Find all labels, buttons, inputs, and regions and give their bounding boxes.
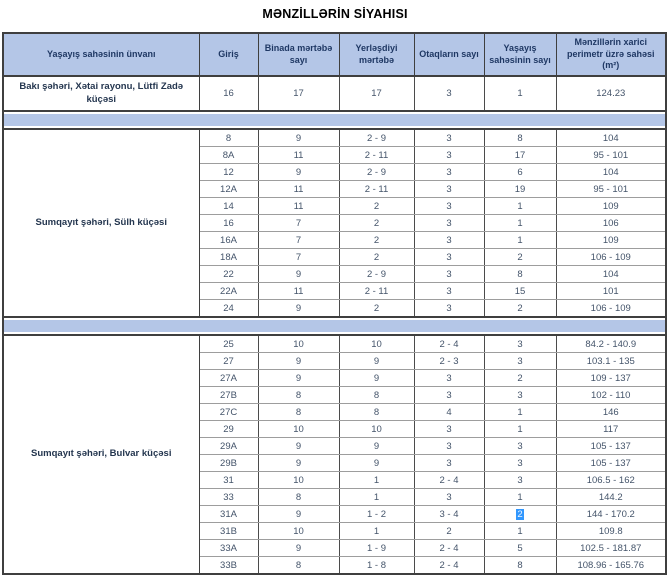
cell[interactable]: 117: [556, 421, 666, 438]
cell[interactable]: 14: [199, 198, 258, 215]
cell[interactable]: 101: [556, 283, 666, 300]
cell[interactable]: 15: [484, 283, 556, 300]
cell[interactable]: 9: [258, 506, 339, 523]
cell-selected[interactable]: [484, 506, 556, 523]
cell[interactable]: 3: [484, 353, 556, 370]
cell[interactable]: 9: [339, 438, 414, 455]
cell[interactable]: 1: [339, 472, 414, 489]
cell[interactable]: 104: [556, 129, 666, 147]
cell[interactable]: 3: [414, 489, 484, 506]
cell[interactable]: 3: [414, 283, 484, 300]
cell[interactable]: 12: [199, 164, 258, 181]
cell[interactable]: 8: [484, 129, 556, 147]
column-header-dwelling-count[interactable]: Yaşayış sahəsinin sayı: [484, 33, 556, 76]
cell[interactable]: 27A: [199, 370, 258, 387]
cell[interactable]: 109.8: [556, 523, 666, 540]
page-title: MƏNZİLLƏRİN SİYAHISI: [262, 7, 408, 21]
cell[interactable]: 102 - 110: [556, 387, 666, 404]
cell[interactable]: 11: [258, 181, 339, 198]
cell[interactable]: 2 - 4: [414, 335, 484, 353]
cell[interactable]: 19: [484, 181, 556, 198]
cell[interactable]: 10: [258, 472, 339, 489]
cell[interactable]: 7: [258, 232, 339, 249]
cell[interactable]: 3: [414, 232, 484, 249]
cell[interactable]: 144 - 170.2: [556, 506, 666, 523]
separator-band: [4, 114, 665, 126]
cell[interactable]: 24: [199, 300, 258, 318]
cell[interactable]: 1: [484, 489, 556, 506]
cell[interactable]: 7: [258, 249, 339, 266]
cell[interactable]: 103.1 - 135: [556, 353, 666, 370]
section-separator: [3, 111, 666, 129]
cell[interactable]: 3: [414, 387, 484, 404]
cell[interactable]: 8A: [199, 147, 258, 164]
cell[interactable]: 2: [484, 249, 556, 266]
column-header-located-floor[interactable]: Yerləşdiyi mərtəbə: [339, 33, 414, 76]
cell[interactable]: 1: [484, 421, 556, 438]
cell[interactable]: 9: [258, 370, 339, 387]
separator-band: [4, 320, 665, 332]
cell[interactable]: 3: [484, 455, 556, 472]
cell[interactable]: 33: [199, 489, 258, 506]
cell[interactable]: 3: [414, 455, 484, 472]
cell[interactable]: 17: [484, 147, 556, 164]
cell[interactable]: 3: [414, 215, 484, 232]
cell[interactable]: 144.2: [556, 489, 666, 506]
address-cell[interactable]: Bakı şəhəri, Xətai rayonu, Lütfi Zadə küçəsi: [3, 76, 199, 111]
cell[interactable]: 2: [339, 300, 414, 318]
cell[interactable]: 2: [414, 523, 484, 540]
cell[interactable]: 3: [414, 370, 484, 387]
column-header-building-floors[interactable]: Binada mərtəbə sayı: [258, 33, 339, 76]
cell[interactable]: 29A: [199, 438, 258, 455]
cell[interactable]: 11: [258, 147, 339, 164]
cell[interactable]: 9: [258, 129, 339, 147]
cell[interactable]: 2 - 4: [414, 472, 484, 489]
cell[interactable]: 9: [339, 455, 414, 472]
column-header-address[interactable]: Yaşayış sahəsinin ünvanı: [3, 33, 199, 76]
cell[interactable]: 9: [258, 300, 339, 318]
cell[interactable]: 16: [199, 215, 258, 232]
cell[interactable]: 11: [258, 283, 339, 300]
cell[interactable]: 9: [258, 353, 339, 370]
selected-text[interactable]: 2: [517, 508, 523, 520]
cell[interactable]: 31B: [199, 523, 258, 540]
section-separator: [3, 317, 666, 335]
cell[interactable]: 8: [258, 489, 339, 506]
cell[interactable]: 22A: [199, 283, 258, 300]
cell[interactable]: 3: [414, 198, 484, 215]
cell[interactable]: 27C: [199, 404, 258, 421]
cell[interactable]: 4: [414, 404, 484, 421]
cell[interactable]: 5: [484, 540, 556, 557]
cell[interactable]: 10: [339, 421, 414, 438]
cell[interactable]: 8: [484, 557, 556, 575]
cell[interactable]: 9: [258, 164, 339, 181]
cell[interactable]: 109 - 137: [556, 370, 666, 387]
cell[interactable]: 106: [556, 215, 666, 232]
cell[interactable]: 124.23: [556, 76, 666, 111]
cell[interactable]: 105 - 137: [556, 455, 666, 472]
cell[interactable]: 1 - 8: [339, 557, 414, 575]
header-row: [3, 33, 666, 76]
cell[interactable]: 3: [414, 249, 484, 266]
cell[interactable]: 2: [339, 232, 414, 249]
cell[interactable]: 2 - 9: [339, 164, 414, 181]
cell[interactable]: 27B: [199, 387, 258, 404]
column-header-room-count[interactable]: Otaqların sayı: [414, 33, 484, 76]
cell[interactable]: 3: [414, 266, 484, 283]
cell[interactable]: 2: [339, 198, 414, 215]
cell[interactable]: 106 - 109: [556, 249, 666, 266]
cell[interactable]: 8: [339, 387, 414, 404]
cell[interactable]: 10: [339, 335, 414, 353]
cell[interactable]: 2 - 3: [414, 353, 484, 370]
cell[interactable]: 33B: [199, 557, 258, 575]
cell[interactable]: 106.5 - 162: [556, 472, 666, 489]
cell[interactable]: 104: [556, 266, 666, 283]
cell[interactable]: 10: [258, 335, 339, 353]
cell[interactable]: 104: [556, 164, 666, 181]
cell[interactable]: 9: [339, 370, 414, 387]
cell[interactable]: 2: [339, 215, 414, 232]
cell[interactable]: 1: [484, 198, 556, 215]
cell[interactable]: 8: [339, 404, 414, 421]
cell[interactable]: 2 - 11: [339, 283, 414, 300]
cell[interactable]: 1: [484, 215, 556, 232]
column-header-entrance[interactable]: Giriş: [199, 33, 258, 76]
table-row: [3, 335, 666, 353]
column-header-area[interactable]: Mənzillərin xarici perimetr üzrə sahəsi (m²): [556, 33, 666, 76]
cell[interactable]: 1 - 9: [339, 540, 414, 557]
cell[interactable]: 2 - 9: [339, 266, 414, 283]
table-row: [3, 76, 666, 111]
address-cell[interactable]: Sumqayıt şəhəri, Bulvar küçəsi: [3, 335, 199, 574]
cell[interactable]: 7: [258, 215, 339, 232]
cell[interactable]: 106 - 109: [556, 300, 666, 318]
cell[interactable]: 16: [199, 76, 258, 111]
cell[interactable]: 1: [484, 523, 556, 540]
cell[interactable]: 105 - 137: [556, 438, 666, 455]
cell[interactable]: 8: [258, 387, 339, 404]
cell[interactable]: 8: [258, 404, 339, 421]
address-cell[interactable]: Sumqayıt şəhəri, Sülh küçəsi: [3, 129, 199, 317]
cell[interactable]: 3: [414, 76, 484, 111]
cell[interactable]: 2: [484, 370, 556, 387]
cell[interactable]: 1: [484, 232, 556, 249]
cell[interactable]: 2: [484, 300, 556, 318]
cell[interactable]: 25: [199, 335, 258, 353]
cell[interactable]: 102.5 - 181.87: [556, 540, 666, 557]
cell[interactable]: 3: [414, 129, 484, 147]
cell[interactable]: 9: [258, 455, 339, 472]
cell[interactable]: 2 - 4: [414, 540, 484, 557]
cell[interactable]: 1 - 2: [339, 506, 414, 523]
cell[interactable]: 3: [414, 181, 484, 198]
cell[interactable]: 146: [556, 404, 666, 421]
cell[interactable]: 108.96 - 165.76: [556, 557, 666, 575]
cell[interactable]: 8: [258, 557, 339, 575]
cell[interactable]: 1: [484, 404, 556, 421]
cell[interactable]: 8: [484, 266, 556, 283]
cell[interactable]: 9: [258, 540, 339, 557]
cell[interactable]: 1: [339, 489, 414, 506]
cell[interactable]: 1: [339, 523, 414, 540]
cell[interactable]: 9: [258, 438, 339, 455]
cell[interactable]: 109: [556, 198, 666, 215]
cell[interactable]: 3: [484, 438, 556, 455]
cell[interactable]: 18A: [199, 249, 258, 266]
cell[interactable]: 3: [484, 387, 556, 404]
cell[interactable]: 3: [414, 438, 484, 455]
cell[interactable]: 31A: [199, 506, 258, 523]
cell[interactable]: 3: [484, 472, 556, 489]
cell[interactable]: 9: [258, 266, 339, 283]
cell[interactable]: 8: [199, 129, 258, 147]
cell[interactable]: 16A: [199, 232, 258, 249]
cell[interactable]: 12A: [199, 181, 258, 198]
cell[interactable]: 11: [258, 198, 339, 215]
cell[interactable]: 27: [199, 353, 258, 370]
cell[interactable]: 10: [258, 421, 339, 438]
apartments-table: [2, 32, 667, 575]
cell[interactable]: 3: [414, 421, 484, 438]
cell[interactable]: 3: [414, 300, 484, 318]
cell[interactable]: 2 - 9: [339, 129, 414, 147]
cell[interactable]: 29: [199, 421, 258, 438]
cell[interactable]: 3: [414, 164, 484, 181]
cell[interactable]: 17: [339, 76, 414, 111]
cell[interactable]: 10: [258, 523, 339, 540]
cell[interactable]: 3: [484, 335, 556, 353]
cell[interactable]: 9: [339, 353, 414, 370]
cell[interactable]: 95 - 101: [556, 181, 666, 198]
cell[interactable]: 3 - 4: [414, 506, 484, 523]
cell[interactable]: 33A: [199, 540, 258, 557]
cell[interactable]: 17: [258, 76, 339, 111]
cell[interactable]: 3: [414, 147, 484, 164]
cell[interactable]: 31: [199, 472, 258, 489]
cell[interactable]: 22: [199, 266, 258, 283]
cell[interactable]: 29B: [199, 455, 258, 472]
cell[interactable]: 95 - 101: [556, 147, 666, 164]
cell[interactable]: 2 - 11: [339, 147, 414, 164]
cell[interactable]: 84.2 - 140.9: [556, 335, 666, 353]
cell[interactable]: 2 - 11: [339, 181, 414, 198]
cell[interactable]: 2 - 4: [414, 557, 484, 575]
table-row: [3, 129, 666, 147]
cell[interactable]: 2: [339, 249, 414, 266]
cell[interactable]: 6: [484, 164, 556, 181]
cell[interactable]: 109: [556, 232, 666, 249]
cell[interactable]: 1: [484, 76, 556, 111]
